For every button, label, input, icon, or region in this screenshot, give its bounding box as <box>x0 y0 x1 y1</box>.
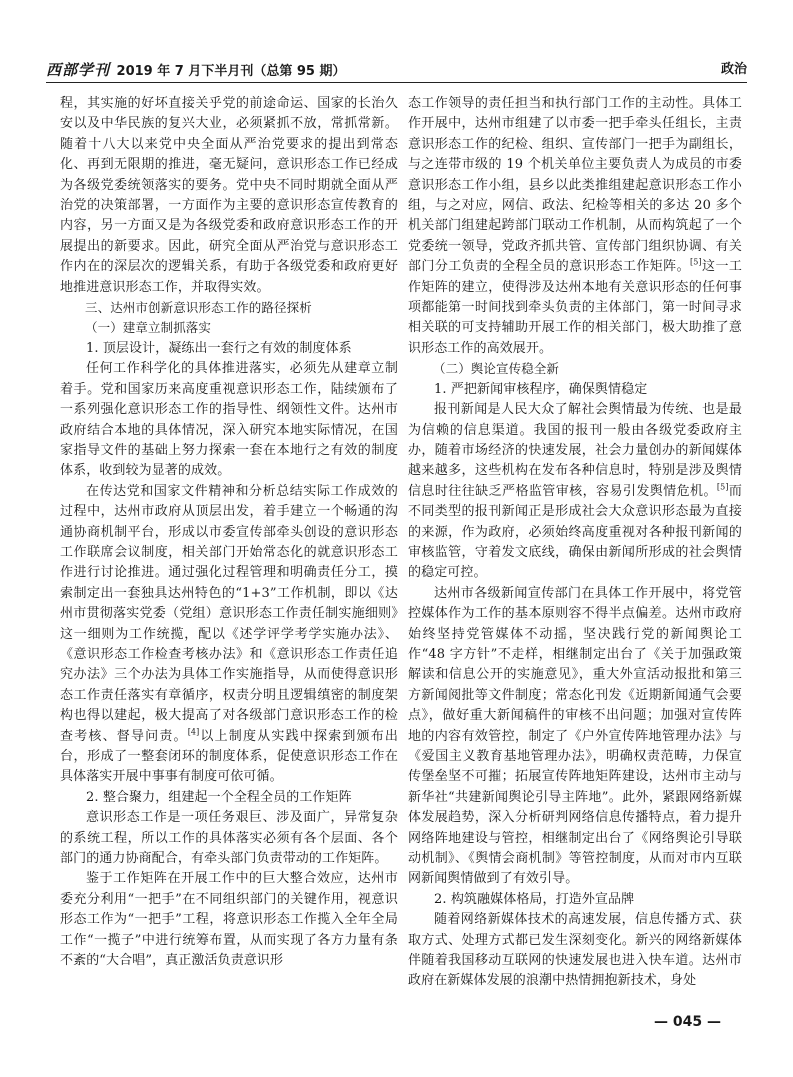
citation-ref: [5] <box>690 257 702 267</box>
paragraph-text: 报刊新闻是人民大众了解社会舆情最为传统、也是最为信赖的信息渠道。我国的报刊一般由各级党委政府主办，随着市场经济的快速发展，社会力量创办的新闻媒体越来越多，这些机构在发布各种信息时，特别是涉及舆情信息时往往缺乏严格监管审核，容易引发舆情危机。 <box>408 402 742 499</box>
right-column <box>408 94 742 992</box>
paragraph: 任何工作科学化的具体推进落实，必须先从建章立制着手。党和国家历来高度重视意识形态工作，陆续颁布了一系列强化意识形态工作的指导性、纲领性文件。达州市政府结合本地的具体情况，深入研究本地实际情况，在国家指导文件的基础上努力探索一套在本地行之有效的制度体系，收到较为显著的成效。 <box>60 361 398 479</box>
paragraph <box>60 482 398 788</box>
paragraph: 程，其实施的好坏直接关乎党的前途命运、国家的长治久安以及中华民族的复兴大业，必须紧抓不放，常抓常新。随着十八大以来党中央全面从严治党要求的提出到常态化、再到无限期的推进，毫无疑问，意识形态工作已经成为各级党委统领落实的要务。党中央不同时期就全面从严治党的决策部署，一方面作为主要的意识形态宣传教育的内容，另一方面又是为各级党委和政府意识形态工作的开展提出的新要求。因此，研究全面从严治党与意识形态工作内在的深层次的逻辑关系，有助于各级党委和政府更好地推进意识形态工作，并取得实效。 <box>60 96 398 295</box>
page-number: — 045 — <box>654 1014 721 1030</box>
subsection-heading: （二）舆论宣传稳全新 <box>433 361 560 377</box>
paragraph-text: 态工作领导的责任担当和执行部门工作的主动性。具体工作开展中，达州市组建了以市委一把手牵头任组长，主责意识形态工作的纪检、组织、宣传部门一把手为副组长，与之连带市级的 19 个机关单位主要负责人为成员的市委意识形态工作小组，县乡以此类推组建起意识形态工作小组，与之对应，网信、政法、纪检等相关的多达 20 多个机关部门组建起跨部门联动工作机制，从而构筑起了一个党委统一领导，党政齐抓共管、宣传部门组织协调、有关部门分工负责的全程全员的意识形态工作矩阵。 <box>408 96 742 275</box>
citation-ref: [4] <box>187 727 200 737</box>
item-heading: 1. 严把新闻审核程序，确保舆情稳定 <box>434 381 648 397</box>
paragraph-text: 这一工作矩阵的建立，使得涉及达州本地有关意识形态的任何事项都能第一时间找到牵头负责的主体部门，第一时间寻求相关联的可支持辅助开展工作的相关部门，极大助推了意识形态工作的高效展开。 <box>408 259 742 356</box>
paragraph: 随着网络新媒体技术的高速发展，信息传播方式、获取方式、处理方式都已发生深刻变化。新兴的网络新媒体伴随着我国移动互联网的快速发展也进入快车道。达州市政府在新媒体发展的浪潮中热情拥抱新技术，身处 <box>408 912 742 989</box>
paragraph: 达州市各级新闻宣传部门在具体工作开展中，将党管控媒体作为工作的基本原则容不得半点偏差。达州市政府始终坚持党管媒体不动摇，坚决践行党的新闻舆论工作“48 字方针”不走样，相继制定出台了《关于加强政策解读和信息公开的实施意见》，重大外宣活动报批和第三方新闻阅批等文件制度；常态化刊发《近期新闻通气会要点》，做好重大新闻稿件的审核不出问题；加强对宣传阵地的内容有效管控，制定了《户外宣传阵地管理办法》与《爱国主义教育基地管理办法》，明确权责范畴，力保宣传堡垒坚不可摧；拓展宣传阵地矩阵建设，达州市主动与新华社“共建新闻舆论引导主阵地”。此外，紧跟网络新媒体发展趋势，深入分析研判网络信息传播特点，着力提升网络阵地建设与管控，相继制定出台了《网络舆论引导联动机制》、《舆情会商机制》等管控制度，从而对市内互联网新闻舆情做到了有效引导。 <box>408 585 742 887</box>
item-heading: 2. 整合聚力，组建起一个全程全员的工作矩阵 <box>86 789 352 805</box>
section-label: 政治 <box>720 62 747 77</box>
left-column <box>60 94 398 971</box>
item-heading: 2. 构筑融媒体格局，打造外宣品牌 <box>434 891 635 907</box>
paragraph: 意识形态工作是一项任务艰巨、涉及面广，异常复杂的系统工程，所以工作的具体落实必须有各个层面、各个部门的通力协商配合，有牵头部门负责带动的工作矩阵。 <box>60 810 398 867</box>
paragraph <box>408 94 742 359</box>
paragraph <box>408 400 742 584</box>
item-heading: 1. 顶层设计，凝练出一套行之有效的制度体系 <box>86 340 352 356</box>
journal-masthead <box>46 60 346 82</box>
section-heading: 三、达州市创新意识形态工作的路径探析 <box>85 300 312 316</box>
subsection-heading: （一）建章立制抓落实 <box>85 320 212 336</box>
journal-logo: 西部学刊 <box>46 61 111 79</box>
paragraph-text: 在传达党和国家文件精神和分析总结实际工作成效的过程中，达州市政府从顶层出发，着手建立一个畅通的沟通协商机制平台，形成以市委宣传部牵头创设的意识形态工作联席会议制度，相关部门开始常态化的就意识形态工作进行讨论推进。通过强化过程管理和明确责任分工，摸索制定出一套独具达州特色的“1+3”工作机制，即以《达州市贯彻落实党委（党组）意识形态工作责任制实施细则》这一细则为工作统揽，配以《述学评学考学实施办法》、《意识形态工作检查考核办法》和《意识形态工作责任追究办法》三个办法为具体工作实施指导，从而使得意识形态工作责任落实有章循序，权责分明且逻辑缜密的制度架构也得以建起，极大提高了对各级部门意识形态工作的检查考核、督导问责。 <box>60 483 398 744</box>
paragraph-text: 而不同类型的报刊新闻正是形成社会大众意识形态最为直接的来源，作为政府，必须始终高度重视对各种报刊新闻的审核监管，守着发文底线，确保由新闻所形成的社会舆情的稳定可控。 <box>408 483 742 581</box>
paragraph: 鉴于工作矩阵在开展工作中的巨大整合效应，达州市委充分利用“一把手”在不同组织部门的关键作用，视意识形态工作为“一把手”工程，将意识形态工作揽入全年全局工作“一揽子”中进行统筹布置，从而实现了各方力量有条不紊的“大合唱”，真正激活负责意识形 <box>60 871 398 969</box>
issue-info: 2019 年 7 月下半月刊（总第 95 期） <box>116 64 346 79</box>
page-header <box>46 60 747 83</box>
citation-ref: [5] <box>716 482 729 492</box>
paragraph-text: 以上制度从实践中探索到颁布出台，形成了一整套闭环的制度体系，促使意识形态工作在具体落实开展中事事有制度可依可循。 <box>60 728 398 785</box>
